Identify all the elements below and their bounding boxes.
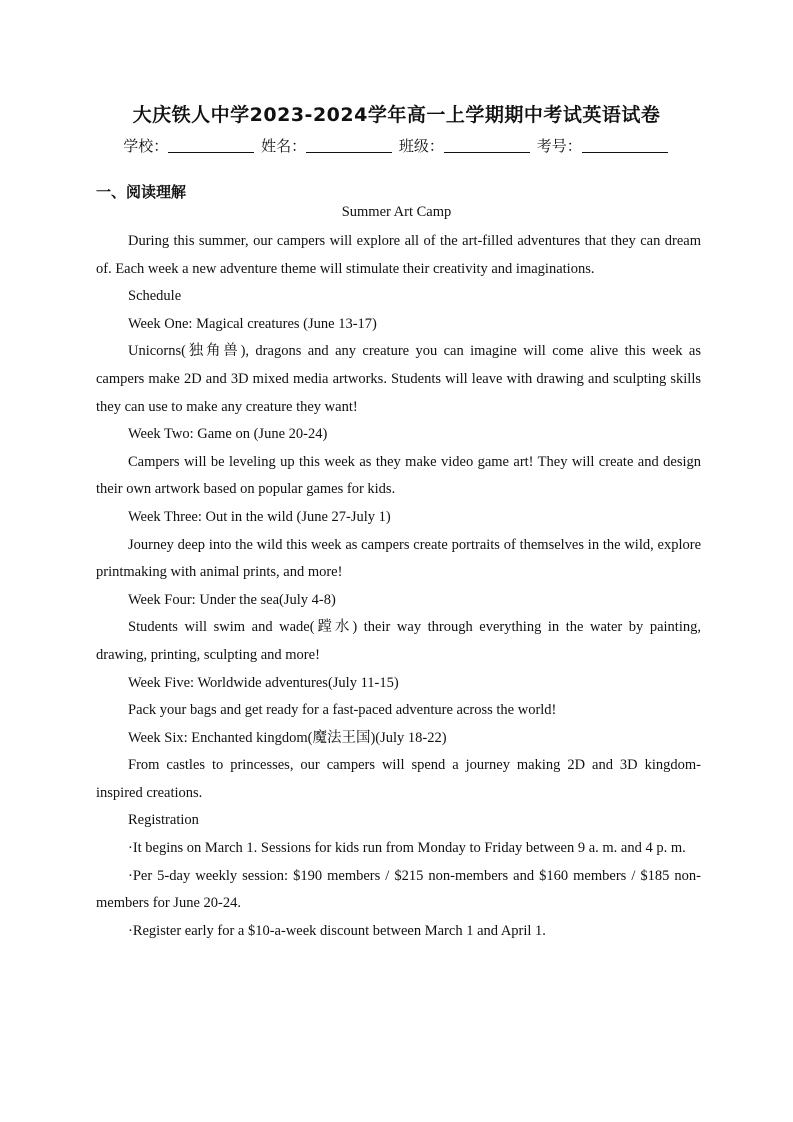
schedule-label: Schedule [128,288,182,305]
registration-label: Registration [128,812,199,829]
week-text: From castles to princesses, our campers will spend a journey making 2D and 3D kingdom-inspired creations. [96,757,701,801]
exam-title: 大庆铁人中学2023-2024学年高一上学期期中考试英语试卷 [132,104,661,126]
week-text: Students will swim and wade(蹚水) their way through everything in the water by painting, drawing, printing, sculpting and more! [96,619,701,663]
week-text: Pack your bags and get ready for a fast-paced adventure across the world! [128,702,557,719]
week-text: Campers will be leveling up this week as they make video game art! They will create and design their own artwork based on popular games for kids. [96,453,701,498]
week-heading: Week Three: Out in the wild (June 27-July 1) [128,508,391,525]
section-heading: 一、阅读理解 [96,183,187,201]
class-label: 班级： [398,137,444,155]
registration-item: ·Register early for a $10-a-week discount between March 1 and April 1. [128,922,546,939]
student-info-line [0,135,793,156]
week-heading: Week Two: Game on (June 20-24) [128,426,328,443]
name-label: 姓名： [261,137,307,155]
exam-number-blank[interactable] [582,138,668,153]
week-text: Journey deep into the wild this week as campers create portraits of themselves in the wild, explore printmaking with animal prints, and more! [96,536,701,581]
passage-intro: During this summer, our campers will explore all of the art-filled adventures that they can dream of. Each week a new adventure theme will stimulate their creativity and imaginations. [96,233,701,277]
exam-number-label: 考号： [536,137,582,155]
week-heading: Week One: Magical creatures (June 13-17) [128,315,377,332]
school-blank[interactable] [168,138,254,153]
passage-title: Summer Art Camp [341,204,452,220]
registration-item: ·Per 5-day weekly session: $190 members / $215 non-members and $160 members / $185 non-members for June 20-24. [96,867,701,912]
name-blank[interactable] [306,138,392,153]
week-heading: Week Four: Under the sea(July 4-8) [128,591,336,608]
week-text: Unicorns(独角兽), dragons and any creature you can imagine will come alive this week as campers make 2D and 3D mixed media artworks. Students will leave with drawing and sculpting skills they can use to make any creature they want! [96,343,701,415]
school-label: 学校： [123,137,169,155]
passage-body [96,228,701,945]
week-heading: Week Five: Worldwide adventures(July 11-15) [128,674,399,691]
registration-item: ·It begins on March 1. Sessions for kids run from Monday to Friday between 9 a. m. and 4 p. m. [128,840,686,857]
class-blank[interactable] [444,138,530,153]
week-heading: Week Six: Enchanted kingdom(魔法王国)(July 18-22) [128,729,447,746]
